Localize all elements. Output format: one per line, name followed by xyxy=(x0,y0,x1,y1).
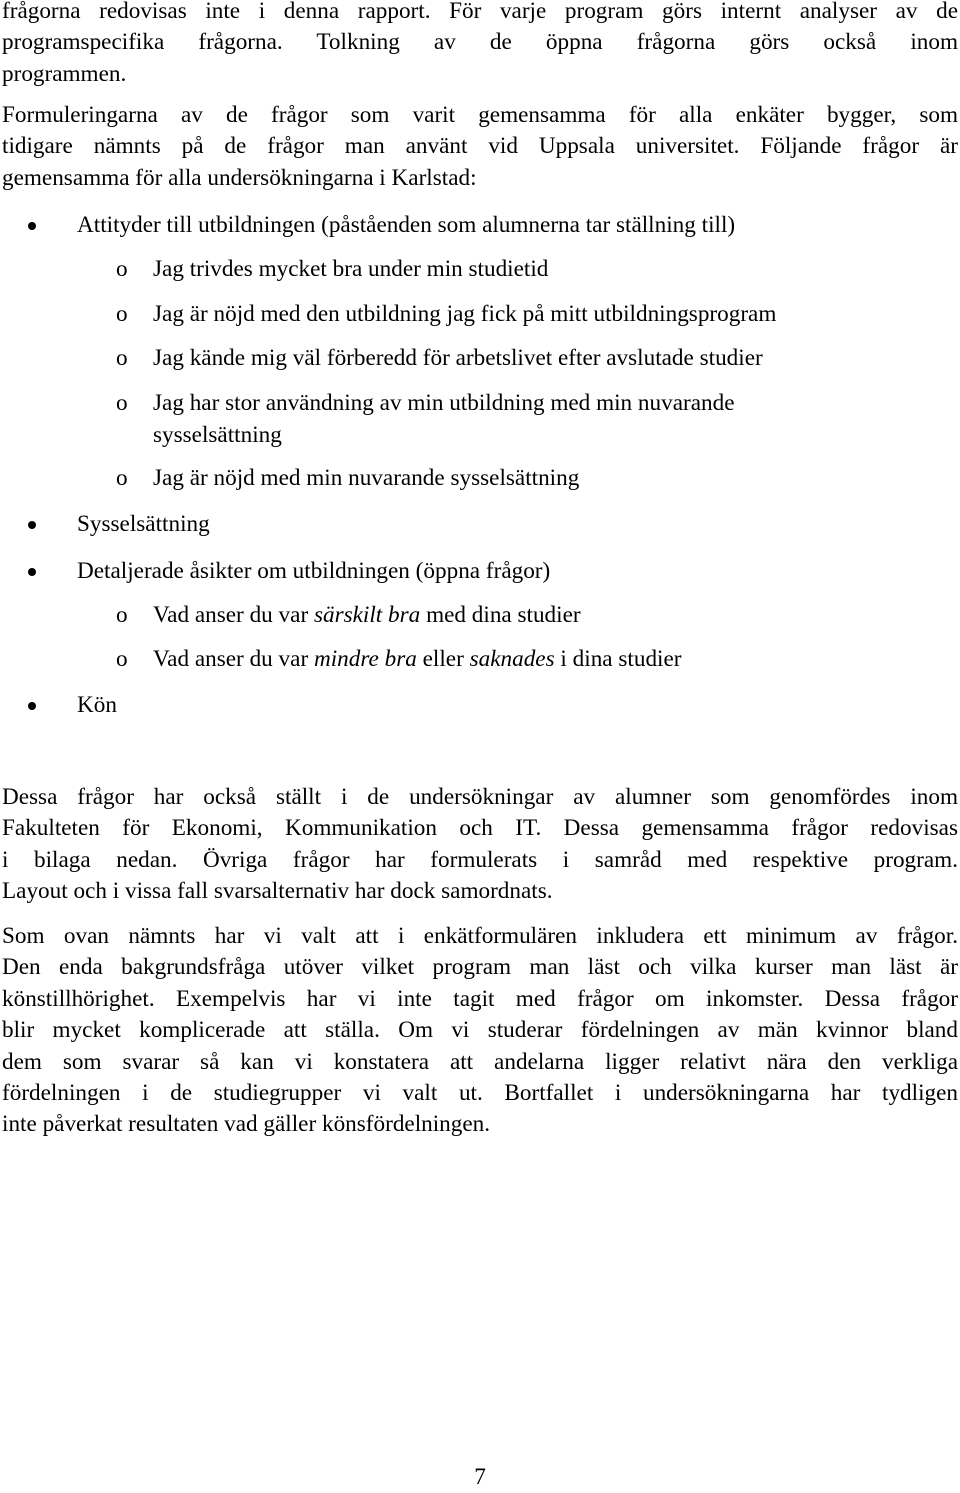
text-line: fördelningen i de studiegrupper vi valt ut. Bortfallet i undersökningarna har tydligen xyxy=(2,1080,958,1107)
text-line: könstillhörighet. Exempelvis har vi inte tagit med frågor om inkomster. Dessa frågor xyxy=(2,985,958,1012)
text-run: Vad anser du var xyxy=(153,646,314,672)
list-item xyxy=(2,509,957,540)
sub-item-label-continued: sysselsättning xyxy=(153,422,282,448)
background-question-paragraph xyxy=(2,921,958,1141)
text-line: gemensamma för alla undersökningarna i Karlstad: xyxy=(2,164,477,191)
text-run: eller xyxy=(416,646,470,672)
text-line: programmen. xyxy=(2,60,127,87)
italic-text-run: saknades xyxy=(469,646,555,672)
list-item xyxy=(2,210,957,241)
circle-bullet-icon: o xyxy=(116,646,128,672)
circle-bullet-icon: o xyxy=(116,256,128,282)
bullet-icon xyxy=(28,568,36,576)
sub-item-label: Jag trivdes mycket bra under min studietid xyxy=(153,256,549,282)
intro-paragraph xyxy=(2,0,958,90)
page-number: 7 xyxy=(474,1464,486,1490)
text-line: Den enda bakgrundsfråga utöver vilket program man läst och vilka kurser man läst är xyxy=(2,954,958,981)
text-line: programspecifika frågorna. Tolkning av de öppna frågorna görs också inom xyxy=(2,29,958,56)
text-line: inte påverkat resultaten vad gäller könsfördelningen. xyxy=(2,1111,491,1138)
italic-text-run: mindre bra xyxy=(313,646,417,672)
bullet-icon xyxy=(28,521,36,529)
circle-bullet-icon: o xyxy=(116,345,128,371)
bullet-icon xyxy=(28,702,36,710)
circle-bullet-icon: o xyxy=(116,301,128,327)
sub-item-label xyxy=(153,644,682,675)
text-line: blir mycket komplicerade att ställa. Om vi studerar fördelningen av män kvinnor bland xyxy=(2,1017,958,1044)
bullet-icon xyxy=(28,222,36,230)
list-item-label: Attityder till utbildningen (påståenden som alumnerna tar ställning till) xyxy=(77,212,736,238)
circle-bullet-icon: o xyxy=(116,465,128,491)
text-line: dem som svarar så kan vi konstatera att andelarna ligger relativt nära den verkliga xyxy=(2,1048,958,1075)
circle-bullet-icon: o xyxy=(116,602,128,628)
text-line: i bilaga nedan. Övriga frågor har formulerats i samråd med respektive program. xyxy=(2,846,958,873)
text-run: i dina studier xyxy=(554,646,682,672)
text-line: Fakulteten för Ekonomi, Kommunikation och IT. Dessa gemensamma frågor redovisas xyxy=(2,815,958,842)
text-run: med dina studier xyxy=(420,602,581,628)
sub-item-label: Jag är nöjd med min nuvarande sysselsättning xyxy=(153,465,580,491)
sub-item-label: Jag är nöjd med den utbildning jag fick på mitt utbildningsprogram xyxy=(153,301,777,327)
text-line: Som ovan nämnts har vi valt att i enkätformulären inkludera ett minimum av frågor. xyxy=(2,923,958,949)
text-line: frågorna redovisas inte i denna rapport. För varje program görs internt analyser av de xyxy=(2,0,958,24)
sub-item-label: Jag har stor användning av min utbildning med min nuvarande xyxy=(153,390,735,416)
list-item xyxy=(2,690,957,721)
italic-text-run: särskilt bra xyxy=(313,602,421,628)
text-line: Layout och i vissa fall svarsalternativ har dock samordnats. xyxy=(2,878,553,905)
circle-bullet-icon: o xyxy=(116,390,128,416)
text-line: Dessa frågor har också ställt i de undersökningar av alumner som genomfördes inom xyxy=(2,784,958,810)
sub-item-label: Jag kände mig väl förberedd för arbetslivet efter avslutade studier xyxy=(153,345,763,371)
text-run: Vad anser du var xyxy=(153,602,314,628)
list-item-label: Sysselsättning xyxy=(77,511,210,537)
text-line: Formuleringarna av de frågor som varit gemensamma för alla enkäter bygger, som xyxy=(2,102,958,128)
text-line: tidigare nämnts på de frågor man använt vid Uppsala universitet. Följande frågor är xyxy=(2,133,958,160)
list-item xyxy=(2,556,957,587)
faculty-paragraph xyxy=(2,782,958,908)
sub-item-label xyxy=(153,600,581,631)
list-item-label: Kön xyxy=(77,692,117,718)
list-item-label: Detaljerade åsikter om utbildningen (öppna frågor) xyxy=(77,558,551,584)
common-questions-paragraph xyxy=(2,100,958,194)
